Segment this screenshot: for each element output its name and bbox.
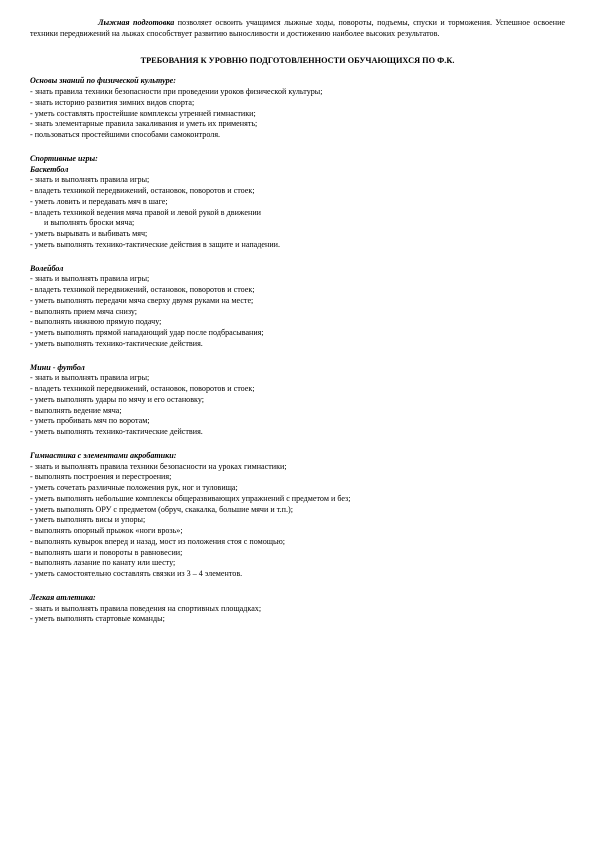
list-item: - выполнять кувырок вперед и назад, мост из положения стоя с помощью;	[30, 536, 286, 546]
section-subheading: Баскетбол	[30, 164, 69, 174]
section	[30, 451, 565, 580]
list-item: - выполнять прием мяча снизу;	[30, 306, 138, 316]
section	[30, 363, 565, 438]
section-heading: Мини - футбол	[30, 362, 85, 372]
list-item: - знать историю развития зимних видов спорта;	[30, 97, 195, 107]
list-item: - уметь выполнять висы и упоры;	[30, 515, 146, 525]
list-item: - уметь выполнять технико-тактические действия в защите и нападении.	[30, 239, 281, 249]
list-item: - выполнять лазание по канату или шесту;	[30, 558, 176, 568]
list-item: - владеть техникой передвижений, остановок, поворотов и стоек;	[30, 186, 255, 195]
requirements-sections	[30, 76, 565, 625]
list-item: - уметь вырывать и выбивать мяч;	[30, 229, 148, 238]
document-page	[30, 18, 565, 625]
list-item: - уметь самостоятельно составлять связки из 3 – 4 элементов.	[30, 569, 243, 578]
list-item: - владеть техникой передвижений, остановок, поворотов и стоек;	[30, 384, 255, 393]
list-item: - уметь выполнять технико-тактические действия.	[30, 427, 203, 436]
list-item: - знать и выполнять правила игры;	[30, 175, 150, 185]
list-item: - выполнять ведение мяча;	[30, 405, 122, 415]
intro-lead: Лыжная подготовка	[98, 18, 175, 27]
list-item: - знать и выполнять правила поведения на спортивных площадках;	[30, 603, 262, 613]
list-item: - знать элементарные правила закаливания и уметь их применять;	[30, 119, 258, 129]
section	[30, 76, 565, 141]
list-item: - выполнять построения и перестроения;	[30, 472, 172, 482]
list-item: - уметь выполнять стартовые команды;	[30, 614, 165, 624]
list-item: - уметь выполнять ОРУ с предметом (обруч, скакалка, большие мячи и т.п.);	[30, 504, 293, 514]
section	[30, 264, 565, 350]
section	[30, 154, 565, 251]
section-heading: Волейбол	[30, 263, 64, 273]
section-heading: Основы знаний по физической культуре:	[30, 76, 176, 86]
list-item: - уметь ловить и передавать мяч в шаге;	[30, 196, 168, 206]
list-item: - владеть техникой передвижений, остановок, поворотов и стоек;	[30, 285, 255, 294]
list-item: - уметь сочетать различные положения рук, ног и туловища;	[30, 483, 238, 492]
list-item: - уметь выполнять прямой нападающий удар после подбрасывания;	[30, 328, 264, 337]
intro-text: позволяет освоить учащимся лыжные ходы, повороты, подъемы, спуски и торможения. Успешное освоение техники передвижений на лыжах способствует развитию выносливости и достижению наиболее высоких результатов.	[30, 18, 565, 38]
list-item: - уметь выполнять технико-тактические действия.	[30, 338, 203, 348]
list-item: и выполнять броски мяча;	[44, 218, 135, 228]
list-item: - знать и выполнять правила игры;	[30, 274, 150, 284]
list-item: - знать и выполнять правила техники безопасности на уроках гимнастики;	[30, 461, 287, 471]
list-item: - уметь выполнять удары по мячу и его остановку;	[30, 394, 205, 404]
list-item: - уметь выполнять передачи мяча сверху двумя руками на месте;	[30, 295, 254, 305]
intro-paragraph	[30, 18, 565, 40]
list-item: - пользоваться простейшими способами самоконтроля.	[30, 130, 221, 139]
list-item: - выполнять опорный прыжок «ноги врозь»;	[30, 526, 183, 535]
list-item: - уметь выполнять небольшие комплексы общеразвивающих упражнений с предметом и без;	[30, 493, 351, 503]
section-heading: Гимнастика с элементами акробатики:	[30, 450, 177, 460]
list-item: - выполнять шаги и повороты в равновесии;	[30, 547, 183, 557]
section-heading: Легкая атлетика:	[30, 592, 96, 602]
list-item: - уметь пробивать мяч по воротам;	[30, 416, 150, 426]
list-item: - выполнять нижнюю прямую подачу;	[30, 317, 162, 327]
list-item: - знать правила техники безопасности при проведении уроков физической культуры;	[30, 87, 323, 96]
section-heading: Спортивные игры:	[30, 153, 98, 163]
list-item: - владеть техникой ведения мяча правой и левой рукой в движении	[30, 207, 261, 217]
list-item: - уметь составлять простейшие комплексы утренней гимнастики;	[30, 108, 256, 118]
list-item: - знать и выполнять правила игры;	[30, 373, 150, 383]
page-title: ТРЕБОВАНИЯ К УРОВНЮ ПОДГОТОВЛЕННОСТИ ОБУЧАЮЩИХСЯ ПО Ф.К.	[140, 55, 455, 65]
section	[30, 593, 565, 625]
